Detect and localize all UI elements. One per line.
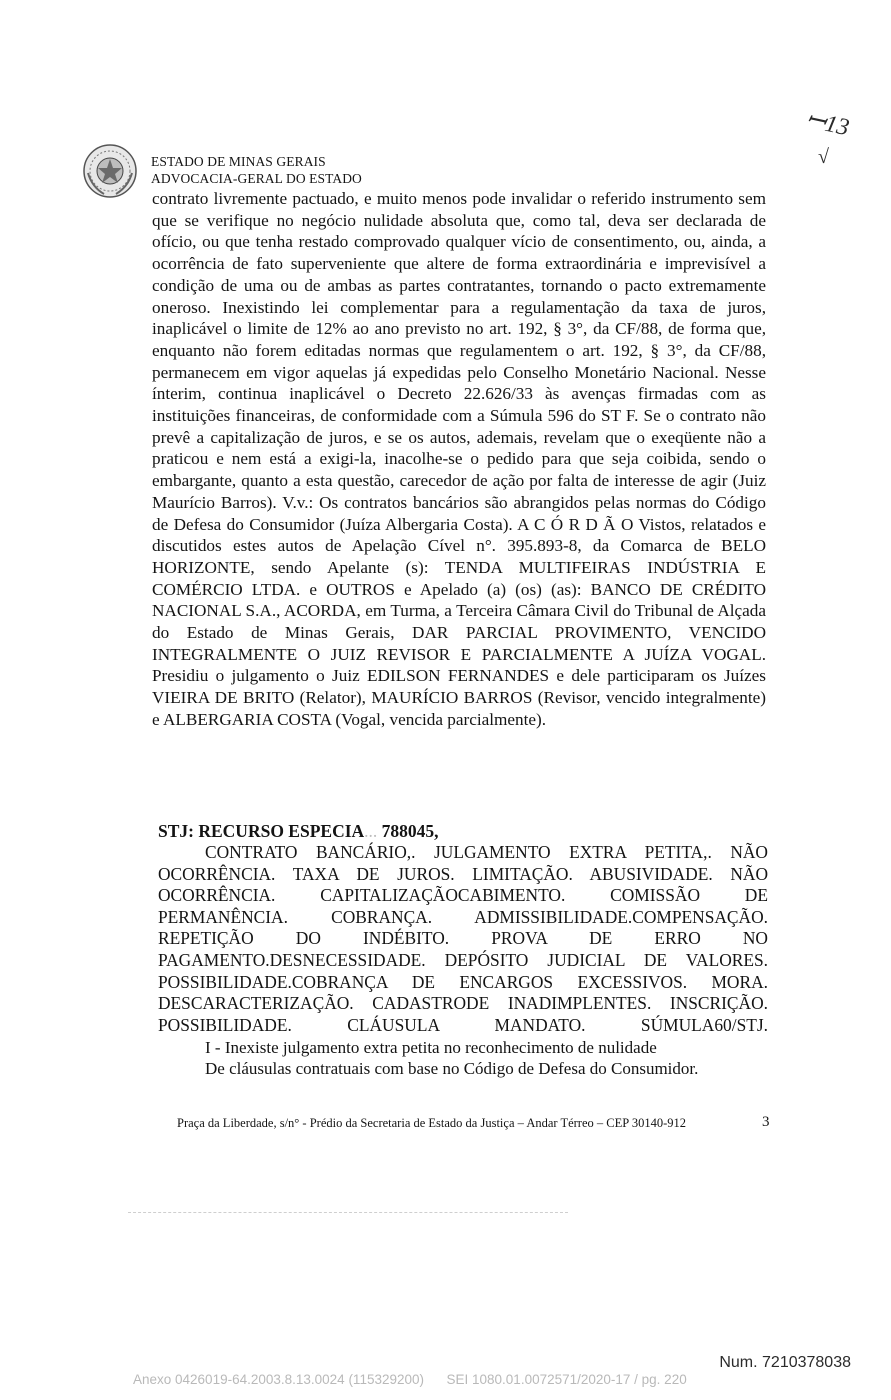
decision-body-paragraph: contrato livremente pactuado, e muito menos pode invalidar o referido instrumento sem que se verifique no negócio nulidade absoluta que, como tal, deva ser declarada de ofício, ou que tenha restado comprovado qualquer vício de consentimento, ou, ainda, a ocorrência de fato superveniente que altere de forma extraordinária e imprevisível a condição de uma ou de ambas as partes contratantes, tornando o pacto extremamente oneroso. Inexistindo lei complementar para a regulamentação da taxa de juros, inaplicável o limite de 12% ao ano previsto no art. 192, § 3°, da CF/88, de forma que, enquanto não forem editadas normas que regulamentem o art. 192, § 3°, da CF/88, permanecem em vigor aquelas já expedidas pelo Conselho Monetário Nacional. Nesse ínterim, continua inaplicável o Decreto 22.626/33 às avenças firmadas com as instituições financeiras, de conformidade com a Súmula 596 do ST F. Se o contrato não prevê a capitalização de juros, e se os autos, ademais, revelam que o exeqüente não a praticou e nem está a exigi-la, inacolhe-se o pedido para que seja coibida, sendo o embargante, quanto a esta questão, carecedor de ação por falta de interesse de agir (Juiz Maurício Barros). V.v.: Os contratos bancários são abrangidos pelas normas do Código de Defesa do Consumidor (Juíza Albergaria Costa). A C Ó R D Ã O Vistos, relatados e discutidos estes autos de Apelação Cível n°. 395.893-8, da Comarca de BELO HORIZONTE, sendo Apelante (s): TENDA MULTIFEIRAS INDÚSTRIA E COMÉRCIO LTDA. e OUTROS e Apelado (a) (os) (as): BANCO DE CRÉDITO NACIONAL S.A., ACORDA, em Turma, a Terceira Câmara Civil do Tribunal de Alçada do Estado de Minas Gerais, DAR PARCIAL PROVIMENTO, VENCIDO INTEGRALMENTE O JUIZ REVISOR E PARCIALMENTE A JUÍZA VOGAL. Presidiu o julgamento o Juiz EDILSON FERNANDES e dele participaram os Juízes VIEIRA DE BRITO (Relator), MAURÍCIO BARROS (Revisor, vencido integralmente) e ALBERGARIA COSTA (Vogal, vencida parcialmente).	[152, 189, 766, 729]
stj-title-end: 788045,	[381, 821, 439, 841]
stj-title-start: STJ: RECURSO ESPECIA	[158, 821, 365, 841]
annex-reference-stamp: Anexo 0426019-64.2003.8.13.0024 (115329200) SEI 1080.01.0072571/2020-17 / pg. 220	[133, 1372, 687, 1387]
stj-title-obscured: ...	[364, 821, 382, 841]
stj-item-line-1: I - Inexiste julgamento extra petita no reconhecimento de nulidade	[205, 1038, 657, 1057]
handwritten-margin-mark: ꟷ13	[803, 106, 852, 142]
document-number-stamp: Num. 7210378038	[719, 1354, 851, 1371]
stj-item-line-2: De cláusulas contratuais com base no Código de Defesa do Consumidor.	[205, 1059, 699, 1078]
footer-address: Praça da Liberdade, s/n° - Prédio da Secretaria de Estado da Justiça – Andar Térreo – CEP 30140-912	[177, 1116, 687, 1130]
header-agency-name: ADVOCACIA-GERAL DO ESTADO	[151, 171, 362, 186]
handwritten-check-mark: √	[818, 146, 829, 168]
header-state-name: ESTADO DE MINAS GERAIS	[151, 154, 326, 169]
stj-section-title	[158, 821, 439, 842]
page-number: 3	[762, 1114, 770, 1130]
state-coat-of-arms-icon	[82, 143, 138, 199]
scan-artifact-line	[128, 1212, 568, 1213]
stj-ementa-paragraph: CONTRATO BANCÁRIO,. JULGAMENTO EXTRA PETITA,. NÃO OCORRÊNCIA. TAXA DE JUROS. LIMITAÇÃO. ABUSIVIDADE. NÃO OCORRÊNCIA. CAPITALIZAÇÃOCABIMENTO. COMISSÃO DE PERMANÊNCIA. COBRANÇA. ADMISSIBILIDADE.COMPENSAÇÃO. REPETIÇÃO DO INDÉBITO. PROVA DE ERRO NO PAGAMENTO.DESNECESSIDADE. DEPÓSITO JUDICIAL DE VALORES. POSSIBILIDADE.COBRANÇA DE ENCARGOS EXCESSIVOS. MORA. DESCARACTERIZAÇÃO. CADASTRODE INADIMPLENTES. INSCRIÇÃO. POSSIBILIDADE. CLÁUSULA MANDATO. SÚMULA60/STJ.	[158, 842, 768, 1035]
